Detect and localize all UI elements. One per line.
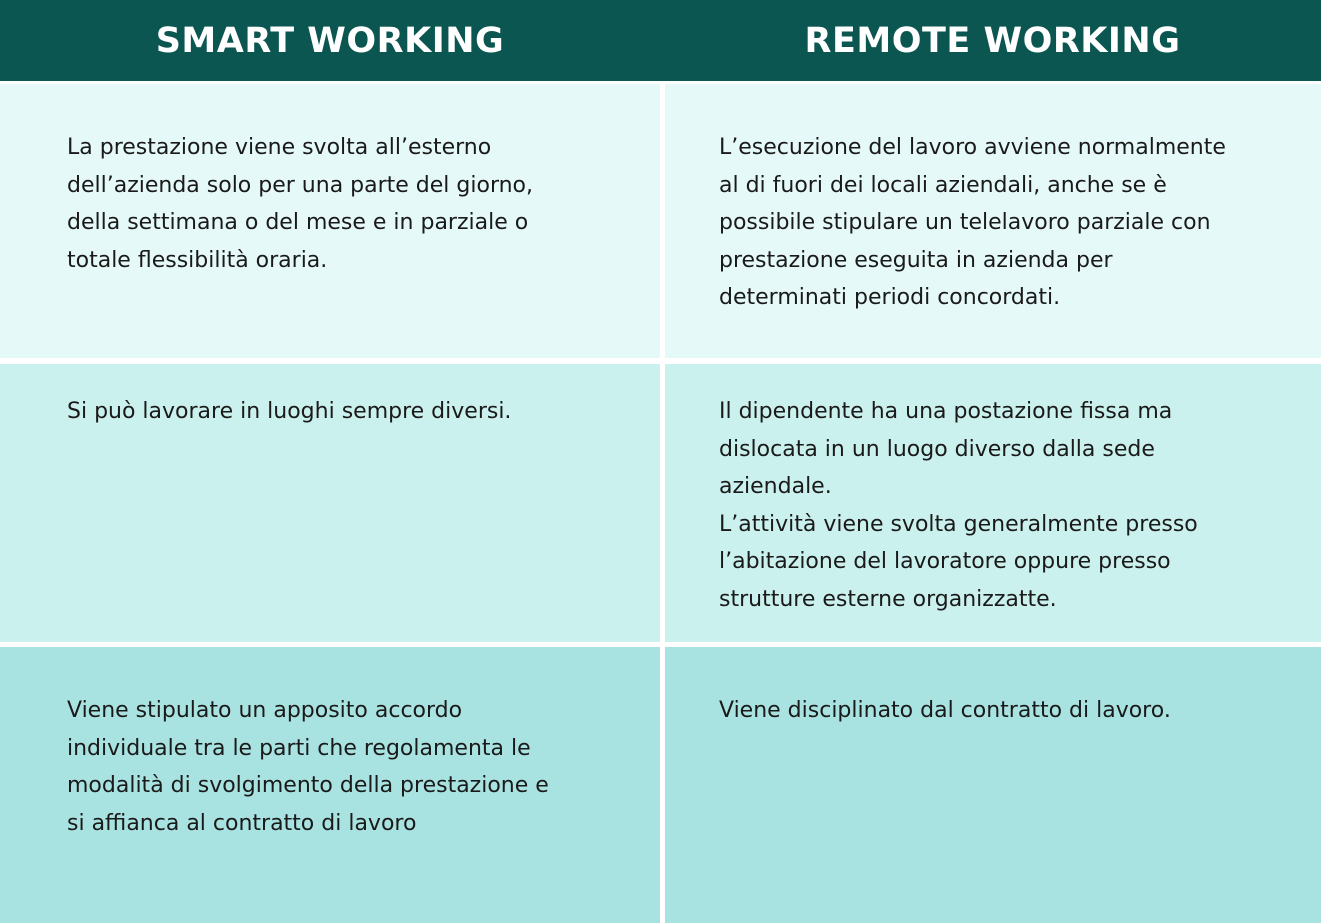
smart-working-cell-3 [0, 647, 660, 923]
smart-working-text-2: Si può lavorare in luoghi sempre diversi. [67, 399, 512, 424]
remote-working-cell-1 [665, 84, 1321, 358]
remote-working-cell-2 [665, 364, 1321, 642]
smart-working-text-1: La prestazione viene svolta all’esterno dell’azienda solo per una parte del giorno, della settimana o del mese e in parziale o totale flessibilità oraria. [67, 135, 534, 273]
smart-working-cell-1 [0, 84, 660, 358]
smart-working-heading: SMART WORKING [155, 20, 505, 61]
remote-working-text-2: Il dipendente ha una postazione fissa ma dislocata in un luogo diverso dalla sede aziendale. L’attività viene svolta generalmente presso l’abitazione del lavoratore oppure presso strutture esterne organizzatte. [719, 399, 1198, 612]
remote-working-text-3: Viene disciplinato dal contratto di lavoro. [719, 698, 1171, 723]
smart-working-cell-2 [0, 364, 660, 642]
remote-working-heading: REMOTE WORKING [804, 20, 1181, 61]
remote-working-cell-3 [665, 647, 1321, 923]
comparison-table-header [0, 0, 1321, 81]
remote-working-text-1: L’esecuzione del lavoro avviene normalmente al di fuori dei locali aziendali, anche se è possibile stipulare un telelavoro parziale con prestazione eseguita in azienda per determinati periodi concordati. [719, 135, 1226, 311]
smart-working-text-3: Viene stipulato un apposito accordo individuale tra le parti che regolamenta le modalità di svolgimento della prestazione e si affianca al contratto di lavoro [67, 698, 549, 836]
